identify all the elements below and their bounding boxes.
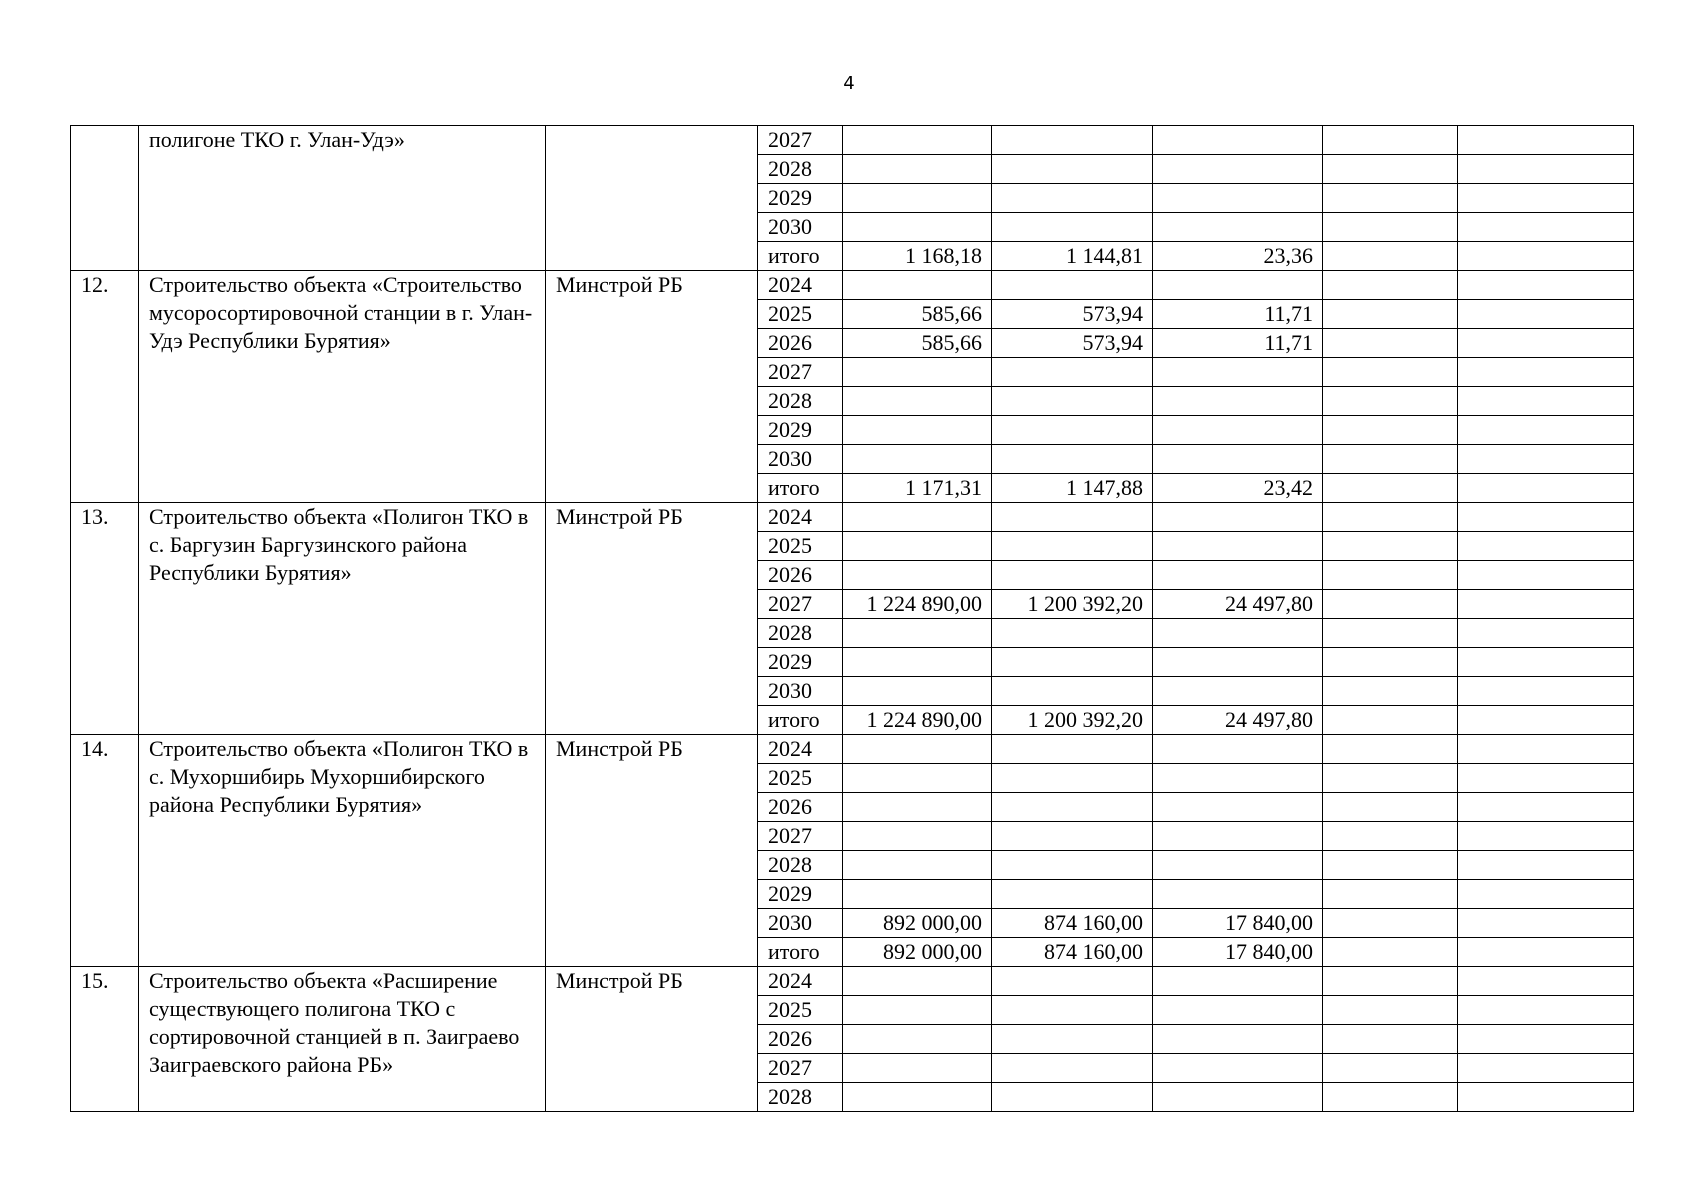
budget-table bbox=[70, 125, 1634, 1112]
total-cell bbox=[843, 764, 992, 793]
federal-budget-cell: 1 147,88 bbox=[992, 474, 1153, 503]
total-cell: 1 168,18 bbox=[843, 242, 992, 271]
total-cell: 1 171,31 bbox=[843, 474, 992, 503]
total-cell: 892 000,00 bbox=[843, 938, 992, 967]
extra-cell-2 bbox=[1458, 503, 1634, 532]
regional-budget-cell bbox=[1153, 677, 1323, 706]
item-number: 13. bbox=[71, 503, 139, 735]
extra-cell-1 bbox=[1323, 880, 1458, 909]
extra-cell-1 bbox=[1323, 271, 1458, 300]
extra-cell-1 bbox=[1323, 445, 1458, 474]
regional-budget-cell bbox=[1153, 648, 1323, 677]
item-executor: Минстрой РБ bbox=[546, 967, 758, 1112]
extra-cell-1 bbox=[1323, 793, 1458, 822]
federal-budget-cell bbox=[992, 155, 1153, 184]
regional-budget-cell: 17 840,00 bbox=[1153, 909, 1323, 938]
regional-budget-cell bbox=[1153, 416, 1323, 445]
regional-budget-cell bbox=[1153, 1054, 1323, 1083]
federal-budget-cell: 573,94 bbox=[992, 300, 1153, 329]
total-cell bbox=[843, 155, 992, 184]
extra-cell-1 bbox=[1323, 1025, 1458, 1054]
table-row bbox=[71, 126, 1634, 155]
total-cell bbox=[843, 503, 992, 532]
total-cell bbox=[843, 996, 992, 1025]
extra-cell-1 bbox=[1323, 416, 1458, 445]
extra-cell-1 bbox=[1323, 706, 1458, 735]
year-cell: 2029 bbox=[758, 880, 843, 909]
year-cell: 2026 bbox=[758, 793, 843, 822]
extra-cell-2 bbox=[1458, 619, 1634, 648]
year-cell: 2028 bbox=[758, 155, 843, 184]
total-cell bbox=[843, 851, 992, 880]
regional-budget-cell: 11,71 bbox=[1153, 329, 1323, 358]
federal-budget-cell: 1 200 392,20 bbox=[992, 590, 1153, 619]
federal-budget-cell bbox=[992, 648, 1153, 677]
federal-budget-cell bbox=[992, 445, 1153, 474]
total-cell bbox=[843, 677, 992, 706]
federal-budget-cell bbox=[992, 416, 1153, 445]
item-executor: Минстрой РБ bbox=[546, 271, 758, 503]
item-executor bbox=[546, 126, 758, 271]
extra-cell-1 bbox=[1323, 677, 1458, 706]
federal-budget-cell bbox=[992, 1025, 1153, 1054]
federal-budget-cell bbox=[992, 735, 1153, 764]
extra-cell-2 bbox=[1458, 242, 1634, 271]
year-cell: 2028 bbox=[758, 851, 843, 880]
regional-budget-cell bbox=[1153, 619, 1323, 648]
extra-cell-2 bbox=[1458, 126, 1634, 155]
extra-cell-1 bbox=[1323, 764, 1458, 793]
extra-cell-2 bbox=[1458, 648, 1634, 677]
year-cell: 2025 bbox=[758, 532, 843, 561]
year-cell: 2024 bbox=[758, 967, 843, 996]
federal-budget-cell bbox=[992, 967, 1153, 996]
regional-budget-cell bbox=[1153, 967, 1323, 996]
year-cell: 2029 bbox=[758, 648, 843, 677]
extra-cell-2 bbox=[1458, 996, 1634, 1025]
federal-budget-cell bbox=[992, 851, 1153, 880]
total-cell bbox=[843, 967, 992, 996]
year-cell: 2030 bbox=[758, 445, 843, 474]
regional-budget-cell: 11,71 bbox=[1153, 300, 1323, 329]
regional-budget-cell: 23,36 bbox=[1153, 242, 1323, 271]
item-number: 12. bbox=[71, 271, 139, 503]
federal-budget-cell: 1 200 392,20 bbox=[992, 706, 1153, 735]
extra-cell-2 bbox=[1458, 213, 1634, 242]
total-cell bbox=[843, 445, 992, 474]
item-name: полигоне ТКО г. Улан-Удэ» bbox=[139, 126, 546, 271]
extra-cell-1 bbox=[1323, 735, 1458, 764]
extra-cell-1 bbox=[1323, 967, 1458, 996]
item-executor: Минстрой РБ bbox=[546, 735, 758, 967]
extra-cell-2 bbox=[1458, 184, 1634, 213]
federal-budget-cell bbox=[992, 880, 1153, 909]
table-row bbox=[71, 735, 1634, 764]
federal-budget-cell bbox=[992, 1054, 1153, 1083]
regional-budget-cell bbox=[1153, 387, 1323, 416]
federal-budget-cell bbox=[992, 213, 1153, 242]
extra-cell-2 bbox=[1458, 1025, 1634, 1054]
extra-cell-1 bbox=[1323, 329, 1458, 358]
item-number: 15. bbox=[71, 967, 139, 1112]
year-cell: 2027 bbox=[758, 822, 843, 851]
federal-budget-cell bbox=[992, 996, 1153, 1025]
extra-cell-2 bbox=[1458, 387, 1634, 416]
year-cell: 2028 bbox=[758, 387, 843, 416]
federal-budget-cell bbox=[992, 764, 1153, 793]
regional-budget-cell bbox=[1153, 445, 1323, 474]
extra-cell-2 bbox=[1458, 329, 1634, 358]
regional-budget-cell bbox=[1153, 1025, 1323, 1054]
total-cell bbox=[843, 271, 992, 300]
page-number: 4 bbox=[843, 73, 855, 94]
total-cell bbox=[843, 416, 992, 445]
total-cell: 892 000,00 bbox=[843, 909, 992, 938]
total-cell: 585,66 bbox=[843, 329, 992, 358]
regional-budget-cell: 17 840,00 bbox=[1153, 938, 1323, 967]
extra-cell-1 bbox=[1323, 474, 1458, 503]
federal-budget-cell bbox=[992, 677, 1153, 706]
regional-budget-cell bbox=[1153, 764, 1323, 793]
regional-budget-cell bbox=[1153, 822, 1323, 851]
federal-budget-cell bbox=[992, 184, 1153, 213]
extra-cell-2 bbox=[1458, 706, 1634, 735]
regional-budget-cell bbox=[1153, 271, 1323, 300]
regional-budget-cell: 24 497,80 bbox=[1153, 706, 1323, 735]
federal-budget-cell: 874 160,00 bbox=[992, 938, 1153, 967]
year-cell: 2024 bbox=[758, 271, 843, 300]
regional-budget-cell bbox=[1153, 184, 1323, 213]
year-cell: итого bbox=[758, 938, 843, 967]
extra-cell-1 bbox=[1323, 590, 1458, 619]
extra-cell-1 bbox=[1323, 503, 1458, 532]
regional-budget-cell bbox=[1153, 735, 1323, 764]
year-cell: 2025 bbox=[758, 996, 843, 1025]
extra-cell-1 bbox=[1323, 126, 1458, 155]
extra-cell-2 bbox=[1458, 561, 1634, 590]
regional-budget-cell bbox=[1153, 1083, 1323, 1112]
year-cell: итого bbox=[758, 242, 843, 271]
federal-budget-cell bbox=[992, 271, 1153, 300]
total-cell bbox=[843, 532, 992, 561]
federal-budget-cell bbox=[992, 503, 1153, 532]
year-cell: 2027 bbox=[758, 358, 843, 387]
regional-budget-cell bbox=[1153, 126, 1323, 155]
item-executor: Минстрой РБ bbox=[546, 503, 758, 735]
regional-budget-cell bbox=[1153, 851, 1323, 880]
federal-budget-cell bbox=[992, 387, 1153, 416]
extra-cell-2 bbox=[1458, 445, 1634, 474]
regional-budget-cell bbox=[1153, 880, 1323, 909]
extra-cell-1 bbox=[1323, 996, 1458, 1025]
extra-cell-1 bbox=[1323, 938, 1458, 967]
federal-budget-cell bbox=[992, 822, 1153, 851]
federal-budget-cell bbox=[992, 358, 1153, 387]
federal-budget-cell: 1 144,81 bbox=[992, 242, 1153, 271]
extra-cell-1 bbox=[1323, 1054, 1458, 1083]
total-cell bbox=[843, 880, 992, 909]
extra-cell-2 bbox=[1458, 300, 1634, 329]
extra-cell-2 bbox=[1458, 532, 1634, 561]
year-cell: 2025 bbox=[758, 300, 843, 329]
year-cell: 2027 bbox=[758, 126, 843, 155]
total-cell bbox=[843, 1025, 992, 1054]
item-name: Строительство объекта «Строительство мусоросортировочной станции в г. Улан-Удэ Республики Бурятия» bbox=[139, 271, 546, 503]
extra-cell-2 bbox=[1458, 677, 1634, 706]
extra-cell-2 bbox=[1458, 271, 1634, 300]
extra-cell-1 bbox=[1323, 155, 1458, 184]
year-cell: 2024 bbox=[758, 503, 843, 532]
federal-budget-cell bbox=[992, 1083, 1153, 1112]
total-cell bbox=[843, 184, 992, 213]
total-cell: 1 224 890,00 bbox=[843, 590, 992, 619]
total-cell bbox=[843, 126, 992, 155]
extra-cell-2 bbox=[1458, 155, 1634, 184]
extra-cell-2 bbox=[1458, 358, 1634, 387]
extra-cell-2 bbox=[1458, 967, 1634, 996]
table-row bbox=[71, 271, 1634, 300]
year-cell: 2028 bbox=[758, 1083, 843, 1112]
extra-cell-1 bbox=[1323, 619, 1458, 648]
year-cell: 2030 bbox=[758, 677, 843, 706]
year-cell: 2029 bbox=[758, 416, 843, 445]
extra-cell-2 bbox=[1458, 822, 1634, 851]
total-cell: 585,66 bbox=[843, 300, 992, 329]
extra-cell-2 bbox=[1458, 416, 1634, 445]
extra-cell-2 bbox=[1458, 1054, 1634, 1083]
table-body bbox=[71, 126, 1634, 1112]
year-cell: 2027 bbox=[758, 1054, 843, 1083]
table-row bbox=[71, 967, 1634, 996]
item-name: Строительство объекта «Полигон ТКО в с. Баргузин Баргузинского района Республики Бурятия» bbox=[139, 503, 546, 735]
total-cell bbox=[843, 213, 992, 242]
total-cell bbox=[843, 387, 992, 416]
regional-budget-cell bbox=[1153, 793, 1323, 822]
year-cell: 2026 bbox=[758, 329, 843, 358]
year-cell: 2030 bbox=[758, 909, 843, 938]
regional-budget-cell bbox=[1153, 155, 1323, 184]
regional-budget-cell bbox=[1153, 503, 1323, 532]
extra-cell-2 bbox=[1458, 909, 1634, 938]
item-number bbox=[71, 126, 139, 271]
federal-budget-cell bbox=[992, 619, 1153, 648]
year-cell: 2025 bbox=[758, 764, 843, 793]
extra-cell-1 bbox=[1323, 213, 1458, 242]
table-row bbox=[71, 503, 1634, 532]
extra-cell-1 bbox=[1323, 909, 1458, 938]
extra-cell-2 bbox=[1458, 880, 1634, 909]
federal-budget-cell bbox=[992, 532, 1153, 561]
year-cell: итого bbox=[758, 706, 843, 735]
extra-cell-2 bbox=[1458, 474, 1634, 503]
total-cell bbox=[843, 561, 992, 590]
extra-cell-1 bbox=[1323, 387, 1458, 416]
total-cell bbox=[843, 793, 992, 822]
regional-budget-cell: 24 497,80 bbox=[1153, 590, 1323, 619]
total-cell bbox=[843, 735, 992, 764]
extra-cell-1 bbox=[1323, 300, 1458, 329]
item-number: 14. bbox=[71, 735, 139, 967]
year-cell: 2030 bbox=[758, 213, 843, 242]
extra-cell-1 bbox=[1323, 648, 1458, 677]
federal-budget-cell: 573,94 bbox=[992, 329, 1153, 358]
year-cell: 2028 bbox=[758, 619, 843, 648]
extra-cell-2 bbox=[1458, 735, 1634, 764]
federal-budget-cell: 874 160,00 bbox=[992, 909, 1153, 938]
extra-cell-2 bbox=[1458, 764, 1634, 793]
federal-budget-cell bbox=[992, 793, 1153, 822]
extra-cell-1 bbox=[1323, 532, 1458, 561]
extra-cell-1 bbox=[1323, 242, 1458, 271]
total-cell bbox=[843, 358, 992, 387]
year-cell: 2026 bbox=[758, 1025, 843, 1054]
federal-budget-cell bbox=[992, 561, 1153, 590]
item-name: Строительство объекта «Полигон ТКО в с. Мухоршибирь Мухоршибирского района Республики Бурятия» bbox=[139, 735, 546, 967]
regional-budget-cell bbox=[1153, 358, 1323, 387]
year-cell: 2024 bbox=[758, 735, 843, 764]
year-cell: итого bbox=[758, 474, 843, 503]
year-cell: 2026 bbox=[758, 561, 843, 590]
regional-budget-cell bbox=[1153, 213, 1323, 242]
extra-cell-2 bbox=[1458, 1083, 1634, 1112]
extra-cell-1 bbox=[1323, 184, 1458, 213]
total-cell bbox=[843, 1054, 992, 1083]
extra-cell-1 bbox=[1323, 1083, 1458, 1112]
extra-cell-1 bbox=[1323, 561, 1458, 590]
year-cell: 2029 bbox=[758, 184, 843, 213]
total-cell bbox=[843, 619, 992, 648]
regional-budget-cell bbox=[1153, 532, 1323, 561]
total-cell: 1 224 890,00 bbox=[843, 706, 992, 735]
extra-cell-2 bbox=[1458, 938, 1634, 967]
regional-budget-cell bbox=[1153, 996, 1323, 1025]
item-name: Строительство объекта «Расширение существующего полигона ТКО с сортировочной станцией в п. Заиграево Заиграевского района РБ» bbox=[139, 967, 546, 1112]
regional-budget-cell bbox=[1153, 561, 1323, 590]
year-cell: 2027 bbox=[758, 590, 843, 619]
federal-budget-cell bbox=[992, 126, 1153, 155]
total-cell bbox=[843, 822, 992, 851]
extra-cell-1 bbox=[1323, 851, 1458, 880]
extra-cell-2 bbox=[1458, 851, 1634, 880]
total-cell bbox=[843, 1083, 992, 1112]
extra-cell-2 bbox=[1458, 590, 1634, 619]
regional-budget-cell: 23,42 bbox=[1153, 474, 1323, 503]
extra-cell-1 bbox=[1323, 822, 1458, 851]
extra-cell-2 bbox=[1458, 793, 1634, 822]
total-cell bbox=[843, 648, 992, 677]
extra-cell-1 bbox=[1323, 358, 1458, 387]
